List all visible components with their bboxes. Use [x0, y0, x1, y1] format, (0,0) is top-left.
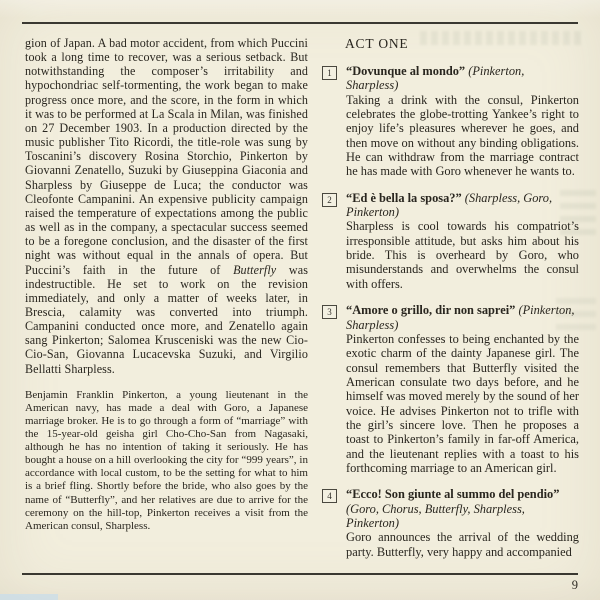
opera-title-italic: Butterfly — [233, 262, 277, 277]
track-description: Taking a drink with the consul, Pinkerton celebrates the globe-trotting Yankee’s right to enjoy life’s pleasures wherever he goes, and then move on without any binding obligations. He can withdraw from the marriage contract he has made with Goro whenever he wants to. — [346, 92, 579, 179]
page-number: 9 — [571, 578, 578, 592]
track-heading — [346, 64, 579, 93]
track-content — [346, 64, 579, 179]
track-title: “Amore o grillo, dir non saprei” — [346, 303, 516, 318]
track-number-box: 1 — [322, 66, 337, 80]
track-title: “Ecco! Son giunte al summo del pendio” — [346, 487, 560, 502]
track-content — [346, 487, 579, 559]
track-cast: (Pinkerton, Sharpless) — [346, 303, 575, 332]
top-rule — [22, 22, 578, 24]
track-description: Pinkerton confesses to being enchanted by the exotic charm of the dainty Japanese girl. The consul remembers that Butterfly visited the American consulate two days before, and he himself was moved merely by the sound of her voice. He advises Pinkerton not to trifle with the girl’s sincere love. Then he proposes a toast to Pinkerton’s family in far-off America, and the lieutenant replies with a toast to his forthcoming marriage to an American girl. — [346, 331, 579, 475]
track-number-box: 4 — [322, 489, 337, 503]
track-item — [322, 303, 579, 475]
scan-edge-artifact — [0, 594, 58, 600]
right-column — [322, 36, 579, 559]
act-heading: ACT ONE — [345, 36, 409, 51]
left-column — [25, 36, 308, 533]
track-heading — [346, 487, 579, 530]
history-text-part1: gion of Japan. A bad motor accident, from which Puccini took a long time to recover, was a serious setback. But notwithstanding the composer’s irritability and hypochondriac self-tormenting, the work began to make progress once more, and the score, in the form in which it was to be performed at La Scala in Milan, was finished on 27 December 1903. In a production directed by the music publisher Tito Ricordi, the title-role was sung by Toscanini’s discovery Rosina Storchio, Pinkerton by Giovanni Zenatello, Suzuki by Giuseppina Giaconia and Sharpless by Giuseppe de Luca; the conductor was Cleofonte Campanini. An expensive publicity campaign raised the temperature of expectations among the public as well as in the company, a spectacular success seemed to be a foregone conclusion, and the disaster of the first night was without equal in the annals of opera. But Puccini’s faith in the future of — [25, 36, 308, 277]
track-description: Goro announces the arrival of the wedding party. Butterfly, very happy and accompanied — [346, 530, 579, 559]
track-number-box: 2 — [322, 193, 337, 207]
track-cast: (Goro, Chorus, Butterfly, Sharpless, Pinkerton) — [346, 501, 525, 530]
track-content — [346, 303, 579, 475]
track-title: “Ed è bella la sposa?” — [346, 190, 462, 205]
track-title: “Dovunque al mondo” — [346, 64, 466, 78]
track-cast: (Sharpless, Goro, Pinkerton) — [346, 190, 553, 220]
bottom-rule — [22, 573, 578, 575]
synopsis-intro-paragraph: Benjamin Franklin Pinkerton, a young lieutenant in the American navy, has made a deal with Goro, a Japanese marriage broker. He is to go through a form of “marriage” with the 15-year-old geisha girl Cho-Cho-San from Nagasaki, although he has no intention of taking it seriously. He has bought a house on a hill overlooking the city for “999 years”, in accordance with local custom, to be the setting for what to him is a brief fling. Shortly before the bride, who also goes by the name of “Butterfly”, and her relatives are due to arrive for the ceremony on the hill-top, Pinkerton receives a visit from the American consul, Sharpless. — [25, 388, 308, 532]
track-description: Sharpless is cool towards his compatriot’s irresponsible attitude, but asks him about his bride. This is overheard by Goro, who misunderstands and overwhelms the consul with offers. — [346, 219, 579, 291]
track-item — [322, 64, 579, 179]
track-number-box: 3 — [322, 305, 337, 319]
track-content — [346, 191, 579, 291]
track-cast: (Pinkerton, Sharpless) — [346, 64, 525, 93]
history-paragraph — [25, 36, 308, 376]
track-heading — [346, 303, 579, 332]
track-item — [322, 191, 579, 291]
history-text-part2: was indestructible. He set to work on the revision immediately, and only a matter of weeks later, in Brescia, calamity was converted into triumph. Campanini conducted once more, and Zenatello again sang Pinkerton; Salomea Krusceniski was the new Cio-Cio-San, Giovanna Lucacevska Suzuki, and Virgilio Bellatti Sharpless. — [25, 262, 309, 376]
track-heading — [346, 191, 579, 220]
track-item — [322, 487, 579, 559]
